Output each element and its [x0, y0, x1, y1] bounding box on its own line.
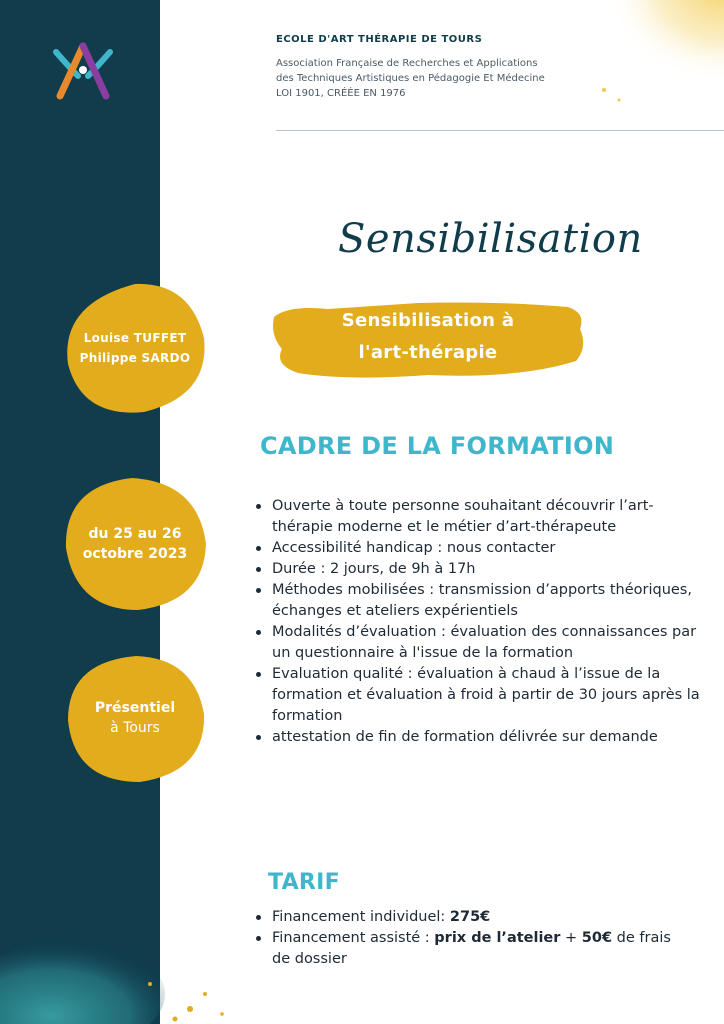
tarif-rest: de frais de dossier [272, 930, 671, 967]
format-label: Présentiel [94, 700, 176, 716]
cadre-list [254, 496, 700, 748]
list-item: Evaluation qualité : évaluation à chaud à l’issue de la formation et évaluation à froid à partir de 30 jours après la formation [254, 664, 700, 727]
title-banner [268, 295, 588, 385]
list-item: Modalités d’évaluation : évaluation des connaissances par un questionnaire à l'issue de la formation [254, 622, 700, 664]
date-line-2: octobre 2023 [82, 546, 188, 562]
trainer-name-1: Louise TUFFET [83, 331, 187, 345]
list-item: Durée : 2 jours, de 9h à 17h [254, 559, 700, 580]
header-divider [276, 130, 724, 131]
tarif-heading: TARIF [268, 870, 340, 895]
school-name: ECOLE D'ART THÉRAPIE DE TOURS [276, 34, 483, 45]
tarif-price: 275€ [449, 909, 491, 925]
trainer-name-2: Philippe SARDO [79, 351, 191, 365]
banner-line-1: Sensibilisation à [341, 310, 515, 331]
gold-watercolor-splash [574, 0, 724, 110]
school-logo [48, 40, 118, 102]
tarif-plus: + [560, 930, 582, 946]
list-item: Accessibilité handicap : nous contacter [254, 538, 700, 559]
association-line-3: LOI 1901, CRÉÉE EN 1976 [276, 88, 406, 99]
script-title: Sensibilisation [338, 216, 643, 262]
list-item: attestation de fin de formation délivrée sur demande [254, 727, 700, 748]
tarif-bold-fee: 50€ [581, 930, 613, 946]
association-line-1: Association Française de Recherches et Applications [276, 58, 538, 69]
date-line-1: du 25 au 26 [88, 526, 182, 542]
tarif-label: Financement individuel: [272, 909, 450, 925]
location-circle [60, 648, 210, 788]
teal-watercolor-splash [0, 914, 240, 1024]
tarif-label: Financement assisté : [272, 930, 435, 946]
list-item [254, 907, 684, 928]
dates-circle [60, 474, 210, 614]
cadre-heading: CADRE DE LA FORMATION [260, 432, 615, 460]
list-item: Méthodes mobilisées : transmission d’apports théoriques, échanges et ateliers expérientiels [254, 580, 700, 622]
trainers-circle [60, 278, 210, 418]
list-item: Ouverte à toute personne souhaitant découvrir l’art-thérapie moderne et le métier d’art-thérapeute [254, 496, 700, 538]
list-item [254, 928, 684, 970]
tarif-list [254, 907, 684, 970]
tarif-bold-atelier: prix de l’atelier [434, 930, 561, 946]
banner-line-2: l'art-thérapie [358, 342, 498, 363]
location-label: à Tours [110, 720, 160, 736]
association-line-2: des Techniques Artistiques en Pédagogie Et Médecine [276, 73, 545, 84]
